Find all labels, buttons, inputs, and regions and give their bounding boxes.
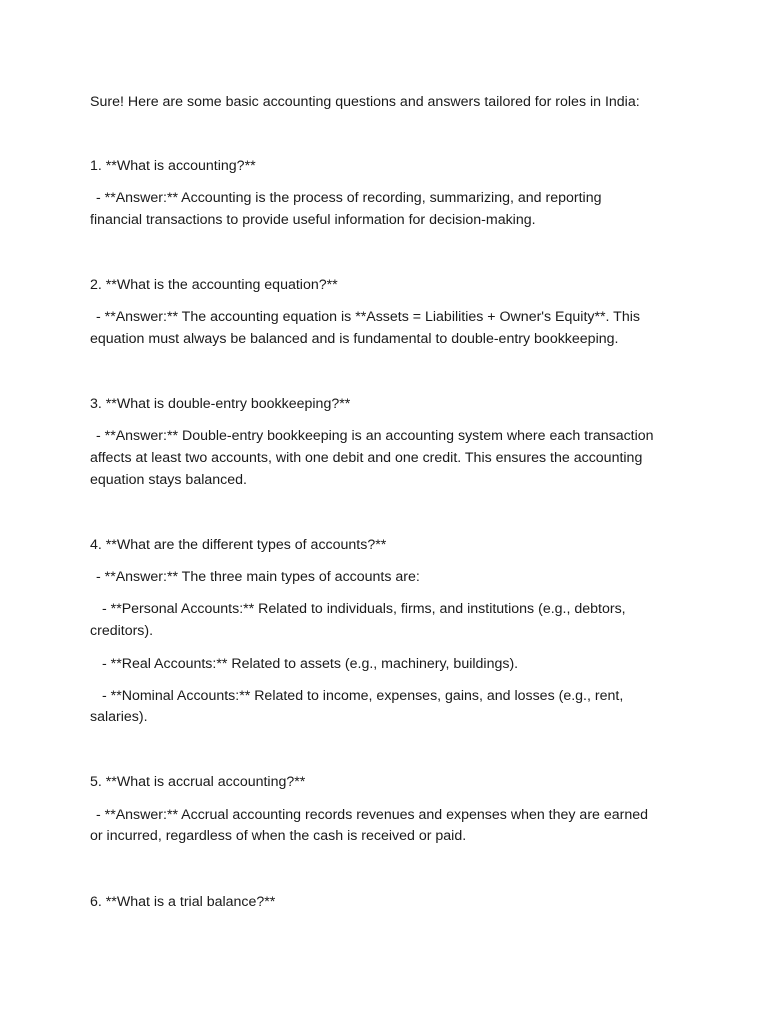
answer-1-line-1: - **Answer:** Accounting is the process of recording, summarizing, and reporting <box>96 190 602 206</box>
real-accounts-line: - **Real Accounts:** Related to assets (e.g., machinery, buildings). <box>102 656 519 672</box>
personal-accounts-line-1: - **Personal Accounts:** Related to individuals, firms, and institutions (e.g., debtors, <box>102 601 626 617</box>
answer-2-line-2: equation must always be balanced and is fundamental to double-entry bookkeeping. <box>90 331 619 347</box>
answer-3-line-3: equation stays balanced. <box>90 472 247 488</box>
answer-3-line-2: affects at least two accounts, with one debit and one credit. This ensures the accounting <box>90 450 643 466</box>
nominal-accounts-line-2: salaries). <box>90 709 148 725</box>
answer-4-line-1: - **Answer:** The three main types of accounts are: <box>96 569 420 585</box>
question-4: 4. **What are the different types of accounts?** <box>90 537 387 553</box>
question-5: 5. **What is accrual accounting?** <box>90 774 306 790</box>
answer-1-line-2: financial transactions to provide useful information for decision-making. <box>90 212 536 228</box>
answer-5-line-1: - **Answer:** Accrual accounting records revenues and expenses when they are earned <box>96 807 649 823</box>
personal-accounts-line-2: creditors). <box>90 623 154 639</box>
question-3: 3. **What is double-entry bookkeeping?** <box>90 396 351 412</box>
question-2: 2. **What is the accounting equation?** <box>90 277 338 293</box>
question-1: 1. **What is accounting?** <box>90 158 256 174</box>
question-6: 6. **What is a trial balance?** <box>90 894 276 910</box>
answer-5-line-2: or incurred, regardless of when the cash is received or paid. <box>90 828 467 844</box>
intro-text: Sure! Here are some basic accounting questions and answers tailored for roles in India: <box>90 94 640 110</box>
answer-2-line-1: - **Answer:** The accounting equation is **Assets = Liabilities + Owner's Equity**. This <box>96 309 640 325</box>
answer-3-line-1: - **Answer:** Double-entry bookkeeping is an accounting system where each transaction <box>96 428 654 444</box>
nominal-accounts-line-1: - **Nominal Accounts:** Related to income, expenses, gains, and losses (e.g., rent, <box>102 688 624 704</box>
